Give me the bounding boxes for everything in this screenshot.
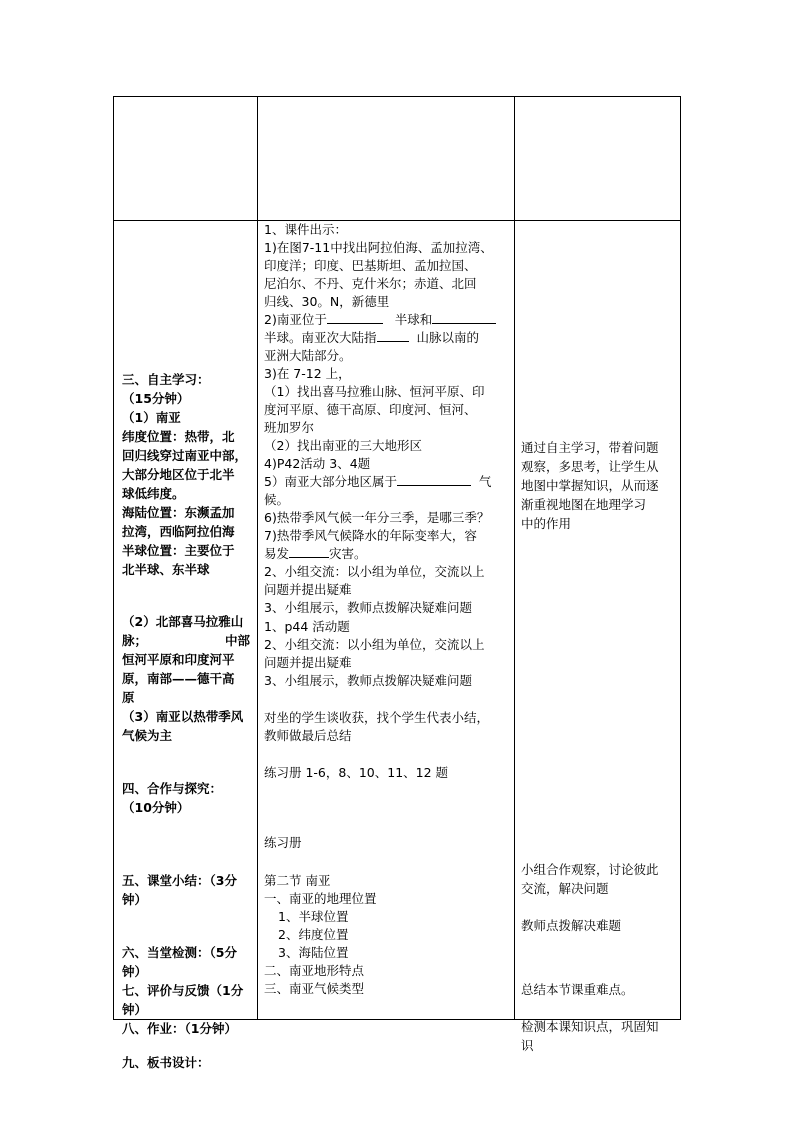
- section-5-title: 五、课堂小结：（3分: [122, 873, 237, 888]
- section-6-title: 钟）: [122, 964, 148, 979]
- activity-text: 2)南亚位于: [264, 312, 327, 327]
- intent-line: 交流，解决问题: [521, 881, 609, 896]
- intent-line: 教师点拨解决难题: [521, 918, 622, 933]
- activity-line: 3、小组展示，教师点拨解决疑难问题: [264, 673, 472, 688]
- terrain-text-part: 中部: [224, 633, 250, 648]
- activity-line: 1、p44 活动题: [264, 619, 350, 634]
- latitude-text: 大部分地区位于北半: [122, 467, 235, 482]
- activity-text: 半球和: [394, 312, 433, 327]
- activity-line: 7)热带季风气候降水的年际变率大，容: [264, 528, 477, 543]
- activity-line: 归线、30。N，新德里: [264, 294, 390, 309]
- hemisphere-text: 北半球、东半球: [122, 562, 210, 577]
- terrain-text: （2）北部喜马拉雅山: [122, 614, 244, 629]
- activity-column: [258, 221, 514, 1021]
- activity-line: 印度洋；印度、巴基斯坦、孟加拉国、: [264, 258, 477, 273]
- latitude-text: 回归线穿过南亚中部，: [122, 448, 248, 463]
- activity-line: 度河平原、德干高原、印度河、恒河、: [264, 402, 477, 417]
- intent-line: 观察，多思考，让学生从: [521, 459, 659, 474]
- intent-line: 通过自主学习，带着问题: [521, 440, 659, 455]
- board-design-line: 3、海陆位置: [278, 945, 349, 960]
- section-8-title: 八、作业：（1分钟）: [122, 1021, 237, 1036]
- activity-line: 4)P42活动 3、4题: [264, 456, 371, 471]
- latitude-text: 纬度位置：热带，北: [122, 429, 235, 444]
- board-design-line: 1、半球位置: [278, 909, 349, 924]
- activity-line: （2）找出南亚的三大地形区: [264, 438, 422, 453]
- section-4-title: 四、合作与探究：: [122, 781, 223, 796]
- board-design-line: 一、南亚的地理位置: [264, 891, 377, 906]
- board-design-line: 2、纬度位置: [278, 927, 349, 942]
- activity-text: 气: [478, 474, 492, 489]
- activity-line: [264, 311, 496, 329]
- activity-line: 3)在 7-12 上，: [264, 366, 351, 381]
- activity-line: 练习册 1-6，8、10、11、12 题: [264, 765, 449, 780]
- fill-blank: [397, 473, 471, 486]
- intent-line: 识: [521, 1038, 534, 1053]
- intent-line: 检测本课知识点，巩固知: [521, 1019, 659, 1034]
- activity-line: 对坐的学生谈收获，找个学生代表小结，: [264, 710, 490, 725]
- activity-line: 亚洲大陆部分。: [264, 348, 352, 363]
- south-asia-heading: （1）南亚: [122, 410, 181, 425]
- board-design-line: 三、南亚气候类型: [264, 981, 365, 996]
- activity-text: 山脉以南的: [416, 330, 479, 345]
- lesson-plan-table: [113, 96, 681, 1070]
- activity-text: 半球。南亚次大陆指: [264, 330, 377, 345]
- fill-blank: [377, 329, 409, 342]
- section-7-title: 七、评价与反馈（1分: [122, 983, 244, 998]
- activity-line: 1、课件出示：: [264, 222, 347, 237]
- hemisphere-text: 半球位置：主要位于: [122, 543, 235, 558]
- activity-line: 6)热带季风气候一年分三季，是哪三季？: [264, 510, 490, 525]
- activity-line: 班加罗尔: [264, 420, 315, 435]
- climate-text: 气候为主: [122, 728, 173, 743]
- latitude-text: 球低纬度。: [122, 486, 185, 501]
- steps-column: [114, 221, 257, 1070]
- activity-line: 候。: [264, 492, 290, 507]
- activity-line: 问题并提出疑难: [264, 655, 352, 670]
- terrain-text: 原，南部——德干高: [122, 671, 235, 686]
- section-3-time: （15分钟）: [122, 391, 190, 406]
- activity-line: [264, 329, 479, 347]
- board-design-line: 第二节 南亚: [264, 873, 331, 888]
- board-design-line: 二、南亚地形特点: [264, 963, 365, 978]
- activity-text: 灾害。: [329, 546, 367, 561]
- activity-line: 2、小组交流：以小组为单位，交流以上: [264, 637, 485, 652]
- fill-blank: [432, 311, 496, 324]
- sea-land-text: 海陆位置：东濒孟加: [122, 505, 235, 520]
- section-5-title: 钟）: [122, 892, 148, 907]
- activity-text: 5）南亚大部分地区属于: [264, 474, 397, 489]
- activity-line: 教师做最后总结: [264, 728, 352, 743]
- activity-line: 尼泊尔、不丹、克什米尔；赤道、北回: [264, 276, 477, 291]
- intent-line: 地图中掌握知识，从而逐: [521, 478, 659, 493]
- terrain-text-part: 脉；: [122, 633, 148, 648]
- activity-line: 问题并提出疑难: [264, 582, 352, 597]
- intent-line: 小组合作观察，讨论彼此: [521, 862, 659, 877]
- terrain-text: 原: [122, 690, 135, 705]
- activity-line: 3、小组展示，教师点拨解决疑难问题: [264, 600, 472, 615]
- section-7-title: 钟）: [122, 1002, 148, 1017]
- section-4-time: （10分钟）: [122, 800, 190, 815]
- activity-line: [264, 545, 367, 563]
- activity-line: 2、小组交流：以小组为单位，交流以上: [264, 564, 485, 579]
- intent-line: 渐重视地图在地理学习: [521, 497, 647, 512]
- terrain-text: 恒河平原和印度河平: [122, 652, 235, 667]
- section-6-title: 六、当堂检测：（5分: [122, 945, 237, 960]
- activity-line: 练习册: [264, 835, 302, 850]
- section-3-title: 三、自主学习：: [122, 372, 210, 387]
- terrain-text: [122, 632, 250, 650]
- intent-line: 中的作用: [521, 516, 572, 531]
- fill-blank: [289, 545, 329, 558]
- fill-blank: [327, 311, 383, 324]
- section-9-title: 九、板书设计：: [122, 1055, 210, 1070]
- activity-text: 易发: [264, 546, 290, 561]
- sea-land-text: 拉湾，西临阿拉伯海: [122, 524, 235, 539]
- activity-line: （1）找出喜马拉雅山脉、恒河平原、印: [264, 384, 485, 399]
- intent-line: 总结本节课重难点。: [521, 982, 634, 997]
- intent-column: [515, 221, 680, 1053]
- activity-line: 1)在图7-11中找出阿拉伯海、孟加拉湾、: [264, 240, 493, 255]
- climate-text: （3）南亚以热带季风: [122, 709, 244, 724]
- activity-line: [264, 473, 491, 491]
